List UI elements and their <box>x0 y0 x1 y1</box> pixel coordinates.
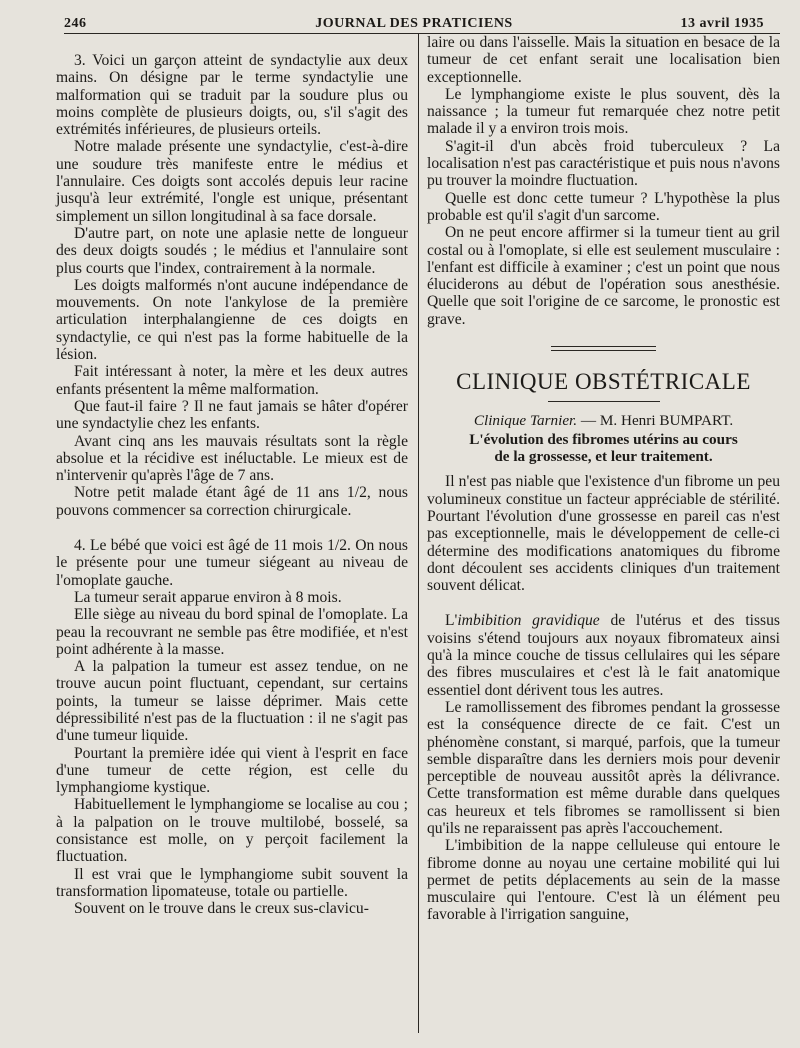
issue-date: 13 avril 1935 <box>680 16 764 31</box>
article-title-line: L'évolution des fibromes utérins au cours <box>469 431 738 449</box>
italic-term: imbibition gravidique <box>457 612 600 630</box>
paragraph: laire ou dans l'aisselle. Mais la situation en besace de la tumeur de cet enfant serait une localisation bien exceptionnelle. <box>427 34 780 86</box>
paragraph: On ne peut encore affirmer si la tumeur tient au gril costal ou à l'omoplate, si elle est seulement musculaire : l'enfant est difficile à examiner ; c'est un point que nous éluciderons au début de l'opération sous anesthésie. Quelle que soit l'origine de ce sarcome, le pronostic est grave. <box>427 224 780 328</box>
section-rule <box>551 346 656 351</box>
paragraph: Le lymphangiome existe le plus souvent, dès la naissance ; la tumeur fut remarquée chez notre petit malade il y a environ trois mois. <box>427 85 780 138</box>
paragraph: La tumeur serait apparue environ à 8 mois. <box>74 588 342 606</box>
paragraph: Pourtant la première idée qui vient à l'esprit en face d'une tumeur de cette région, est celle du lymphangiome kystique. <box>56 744 408 797</box>
paragraph: S'agit-il d'un abcès froid tuberculeux ? La localisation n'est pas caractéristique et puis nous n'avons pu trouver la moindre fluctuation. <box>427 137 780 190</box>
clinic-name: Clinique Tarnier. <box>473 412 578 430</box>
paragraph-gap <box>427 594 780 612</box>
paragraph: Il n'est pas niable que l'existence d'un fibrome un peu volumineux constitue un facteur appréciable de stérilité. Pourtant l'évolution d'une grossesse en pareil cas n'est pas exceptionnelle, mais le développement de celle-ci détermine des modifications anatomiques du fibrome dont découlent ses accidents cliniques d'un traitement souvent délicat. <box>427 473 780 595</box>
paragraph: Il est vrai que le lymphangiome subit souvent la transformation lipomateuse, totale ou partielle. <box>56 865 408 900</box>
paragraph: Les doigts malformés n'ont aucune indépendance de mouvements. On note l'ankylose de la première articulation interphalangienne de ces doigts en syndactylie, ce qui n'est pas la forme habituelle de la lésion. <box>56 276 408 364</box>
clinic-byline <box>427 412 780 429</box>
author-name: — M. Henri BUMPART. <box>580 412 734 430</box>
paragraph: Le ramollissement des fibromes pendant la grossesse est la conséquence directe de ce fait. C'est un phénomène constant, si marqué, parfois, que la tumeur semble disparaître dans les derniers mois pour devenir perceptible de nouveau aussitôt après la délivrance. Cette transformation est même durable dans quelques cas heureux et tels fibromes se ramollissent si bien qu'ils ne reparaissent pas après l'accouchement. <box>427 698 780 837</box>
paragraph: L'imbibition de la nappe celluleuse qui entoure le fibrome donne au noyau une certaine mobilité qui lui permet de petits déplacements au sein de la masse musculaire qui l'entoure. C'est là un élément peu favorable à l'irrigation sanguine, <box>427 837 780 924</box>
paragraph: Souvent on le trouve dans le creux sus-clavicu- <box>74 900 369 918</box>
article-title-line: de la grossesse, et leur traitement. <box>494 448 713 466</box>
right-column <box>427 34 780 924</box>
section-title: CLINIQUE OBSTÉTRICALE <box>456 369 751 395</box>
section-header <box>427 346 780 465</box>
column-divider <box>418 33 419 1033</box>
paragraph: Elle siège au niveau du bord spinal de l'omoplate. La peau la recouvrant ne semble pas être modifiée, et n'est point adhérente à la masse. <box>56 606 408 658</box>
paragraph: Habituellement le lymphangiome se localise au cou ; à la palpation on le trouve multilobé, bosselé, sa consistance est molle, on y perçoit facilement la fluctuation. <box>56 796 408 866</box>
text-run: L' <box>445 612 458 630</box>
section-underline <box>548 401 660 402</box>
paragraph: D'autre part, on note une aplasie nette de longueur des deux doigts soudés ; le médius et l'annulaire sont plus courts que l'index, contrairement à la normale. <box>56 224 408 277</box>
paragraph <box>427 612 780 698</box>
paragraph: Que faut-il faire ? Il ne faut jamais se hâter d'opérer une syndactylie chez les enfants. <box>56 397 408 433</box>
paragraph: Notre petit malade étant âgé de 11 ans 1/2, nous pouvons commencer sa correction chirurgicale. <box>56 484 408 519</box>
left-column <box>56 52 408 918</box>
journal-title: JOURNAL DES PRATICIENS <box>315 16 513 31</box>
paragraph-gap <box>56 519 408 537</box>
paragraph: A la palpation la tumeur est assez tendue, on ne trouve aucun point fluctuant, cependant, sur certains points, la tumeur se laisse déprimer. Mais cette dépressibilité n'est pas de la fluctuation : il ne s'agit pas d'une tumeur liquide. <box>56 658 408 745</box>
paragraph: Quelle est donc cette tumeur ? L'hypothèse la plus probable est qu'il s'agit d'un sarcome. <box>427 189 780 224</box>
paragraph: Fait intéressant à noter, la mère et les deux autres enfants présentent la même malformation. <box>56 363 408 398</box>
paragraph: Avant cinq ans les mauvais résultats sont la règle absolue et la récidive est inéluctable. Le mieux est de n'intervenir qu'après l'âge de 7 ans. <box>56 432 408 485</box>
paragraph: 3. Voici un garçon atteint de syndactylie aux deux mains. On désigne par le terme syndactylie une malformation qui se traduit par la soudure plus ou moins complète de plusieurs doigts, ou, s'il s'agit des extrémités inférieures, de plusieurs orteils. <box>56 52 408 139</box>
paragraph: 4. Le bébé que voici est âgé de 11 mois 1/2. On nous le présente pour une tumeur siégeant au niveau de l'omoplate gauche. <box>56 537 408 589</box>
text-run: de l'utérus et des tissus voisins s'étend toujours aux noyaux fibromateux ainsi qu'à la mince couche de tissus cellulaires qui les sépare des fibres musculaires et c'est là le fait anatomique essentiel dont dérivent tous les autres. <box>427 612 780 699</box>
article-title <box>427 431 780 465</box>
paragraph: Notre malade présente une syndactylie, c'est-à-dire une soudure très manifeste entre le médius et l'annulaire. Ces doigts sont accolés depuis leur racine jusqu'à leur extrémité, l'ongle est unique, présentant simplement un sillon longitudinal à sa face dorsale. <box>56 138 408 225</box>
page-number: 246 <box>64 16 87 31</box>
